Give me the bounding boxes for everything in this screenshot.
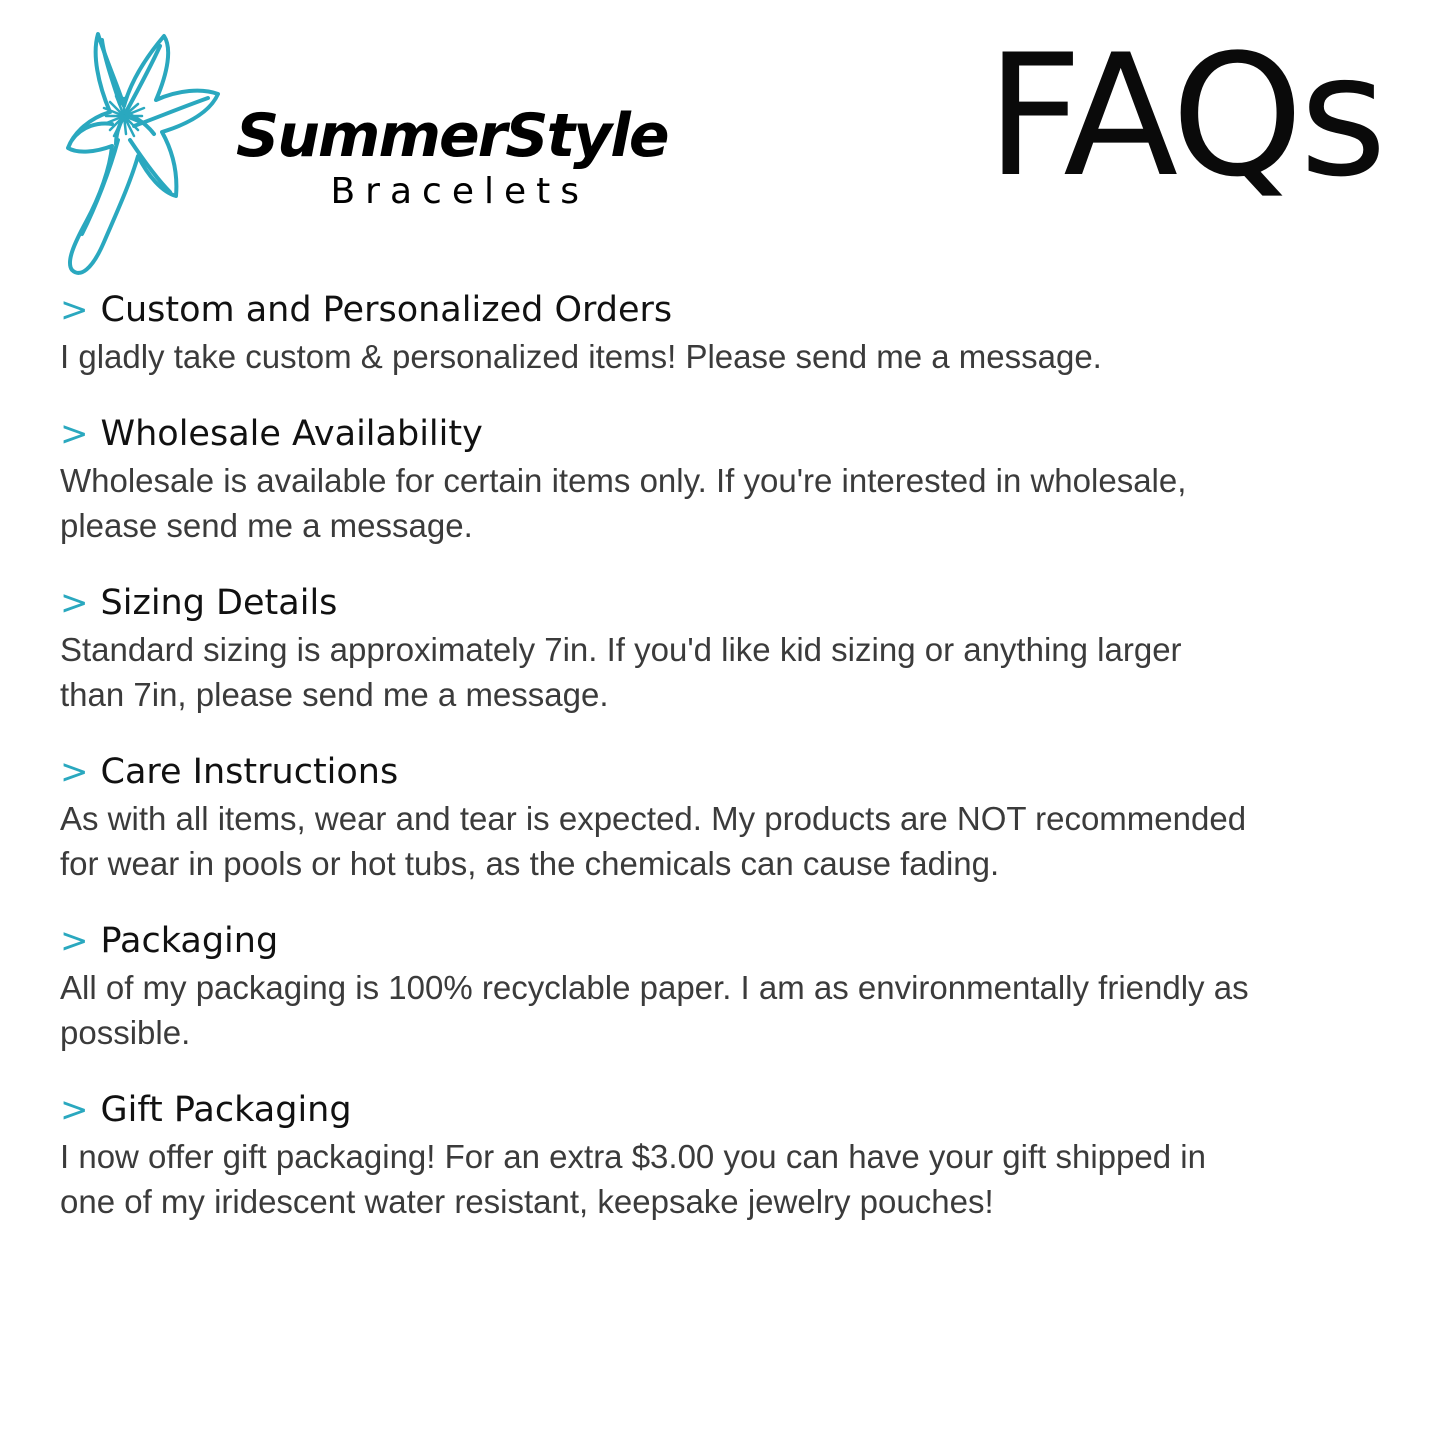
faq-answer: Wholesale is available for certain items only. If you're interested in wholesale, please send me a message. (60, 461, 1187, 545)
faq-item (60, 752, 1385, 887)
faq-question (60, 290, 1385, 330)
faq-item (60, 1090, 1385, 1225)
faq-item (60, 290, 1385, 380)
faq-question-text: Gift Packaging (100, 1089, 352, 1130)
faq-item (60, 583, 1385, 718)
faq-answer: All of my packaging is 100% recyclable paper. I am as environmentally friendly as possible. (60, 968, 1249, 1052)
brand-subtitle: Bracelets (330, 171, 590, 212)
faq-question-text: Care Instructions (100, 751, 399, 792)
chevron-right-icon: > (60, 582, 89, 623)
brand-logo (60, 20, 668, 280)
faq-answer: As with all items, wear and tear is expected. My products are NOT recommended for wear in pools or hot tubs, as the chemicals can cause fading. (60, 799, 1247, 883)
faq-question (60, 583, 1385, 623)
faq-answer: I now offer gift packaging! For an extra $3.00 you can have your gift shipped in one of my iridescent water resistant, keepsake jewelry pouches! (60, 1137, 1206, 1221)
chevron-right-icon: > (60, 1089, 89, 1130)
faq-item (60, 414, 1385, 549)
faq-question (60, 414, 1385, 454)
brand-name: SummerStyle (236, 101, 668, 171)
starfish-icon (60, 20, 230, 280)
faq-question-text: Packaging (100, 920, 279, 961)
page-header (0, 0, 1445, 290)
chevron-right-icon: > (60, 920, 89, 961)
faq-answer: Standard sizing is approximately 7in. If you'd like kid sizing or anything larger than 7in, please send me a message. (60, 630, 1182, 714)
faq-question-text: Wholesale Availability (100, 413, 483, 454)
faq-answer: I gladly take custom & personalized items! Please send me a message. (60, 338, 1102, 375)
faq-question (60, 1090, 1385, 1130)
chevron-right-icon: > (60, 751, 89, 792)
faq-question (60, 921, 1385, 961)
faq-question-text: Custom and Personalized Orders (100, 290, 673, 330)
faq-list (0, 290, 1445, 1225)
chevron-right-icon: > (60, 290, 89, 330)
chevron-right-icon: > (60, 413, 89, 454)
faq-question-text: Sizing Details (100, 582, 338, 623)
page-title: FAQs (986, 18, 1383, 214)
faq-question (60, 752, 1385, 792)
brand-wordmark (236, 101, 668, 212)
faq-item (60, 921, 1385, 1056)
